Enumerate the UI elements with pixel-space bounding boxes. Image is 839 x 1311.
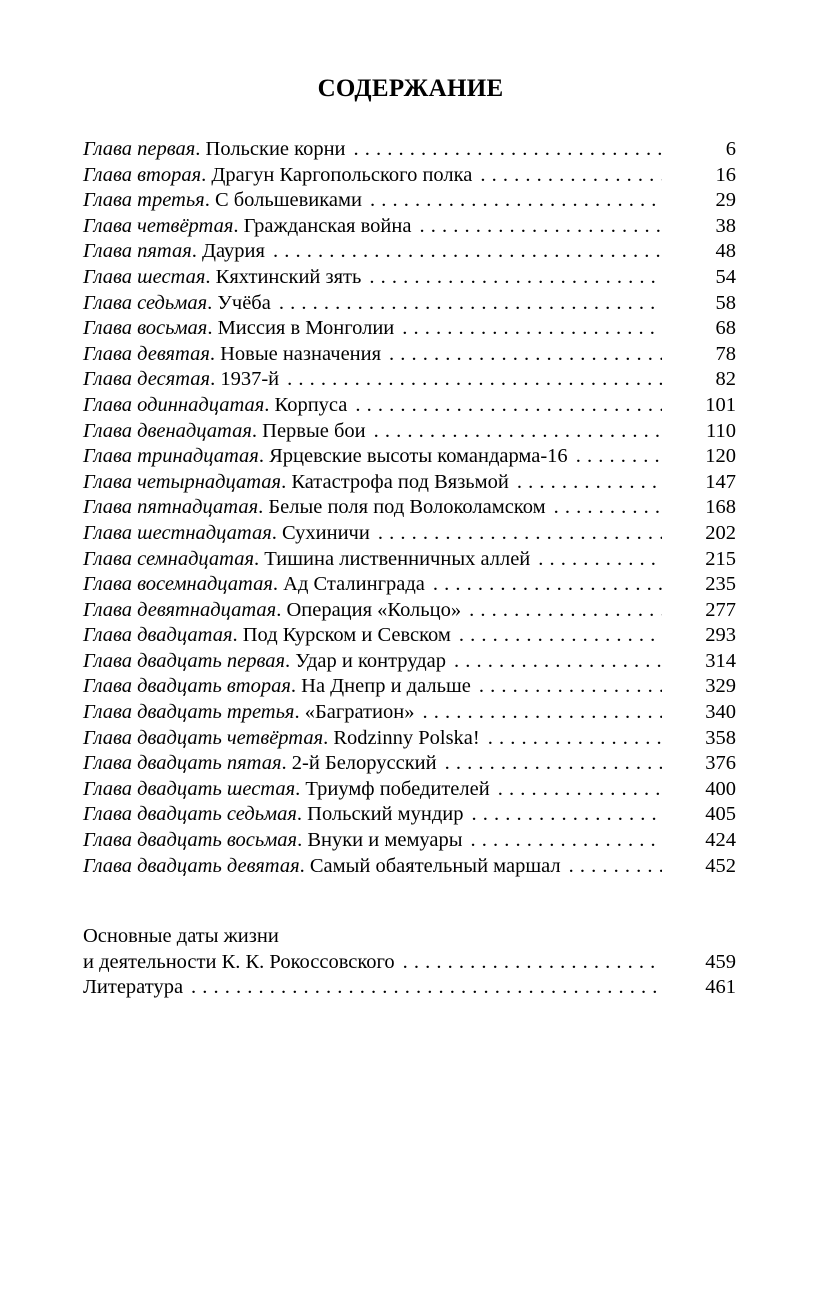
dot-leader xyxy=(498,777,662,803)
page-number: 329 xyxy=(705,675,736,698)
toc-entry[interactable] xyxy=(83,674,736,700)
toc-entry[interactable] xyxy=(83,700,736,726)
dot-leader xyxy=(370,188,662,214)
dot-leader xyxy=(480,163,662,189)
toc-entry[interactable] xyxy=(83,163,736,189)
chapter-prefix: Глава двадцатая xyxy=(83,624,233,647)
page-number: 235 xyxy=(705,573,736,596)
chapter-prefix: Глава двадцать вторая xyxy=(83,675,291,698)
chapter-prefix: Глава двенадцатая xyxy=(83,419,252,442)
page-number: 215 xyxy=(705,547,736,570)
page-number: 405 xyxy=(705,803,736,826)
chapter-label: Глава двадцать пятая. 2-й Белорусский xyxy=(83,752,437,775)
chapter-name: «Багратион» xyxy=(304,701,415,724)
toc-entry[interactable] xyxy=(83,239,736,265)
dot-leader xyxy=(419,214,662,240)
dot-leader xyxy=(479,674,662,700)
page-number: 461 xyxy=(705,976,736,999)
chapter-label: Глава десятая. 1937-й xyxy=(83,368,280,391)
toc-entry[interactable] xyxy=(83,802,736,828)
toc-entry[interactable] xyxy=(83,547,736,573)
toc-entry[interactable] xyxy=(83,726,736,752)
chapter-prefix: Глава двадцать четвёртая xyxy=(83,726,324,749)
page-number: 120 xyxy=(705,445,736,468)
toc-entry[interactable] xyxy=(83,316,736,342)
dot-leader xyxy=(488,726,662,752)
chapter-name: Самый обаятельный маршал xyxy=(309,854,561,877)
table-of-contents xyxy=(83,137,736,1001)
chapter-prefix: Глава двадцать шестая xyxy=(83,777,296,800)
chapter-label: Глава четвёртая. Гражданская война xyxy=(83,214,412,237)
chapter-name: Польские корни xyxy=(205,138,346,160)
chapter-name: Учёба xyxy=(217,291,271,314)
page-number: 82 xyxy=(715,368,736,391)
chapter-prefix: Глава четырнадцатая xyxy=(83,470,282,493)
chapter-name: Польский мундир xyxy=(307,803,464,826)
toc-entry[interactable] xyxy=(83,854,736,880)
toc-entry[interactable] xyxy=(83,598,736,624)
chapter-prefix: Глава девятая xyxy=(83,342,210,365)
chapter-label: Глава двадцатая. Под Курском и Севском xyxy=(83,624,451,647)
chapter-name: Тишина лиственничных аллей xyxy=(264,547,531,570)
dot-leader xyxy=(569,854,662,880)
appendix-dates-line1 xyxy=(83,924,736,950)
chapter-prefix: Глава двадцать девятая xyxy=(83,854,300,877)
chapter-prefix: Глава десятая xyxy=(83,368,211,391)
appendix-dates-title: Основные даты жизни xyxy=(83,925,279,948)
dot-leader xyxy=(422,700,662,726)
chapter-prefix: Глава восемнадцатая xyxy=(83,573,273,596)
chapter-label: Глава пятнадцатая. Белые поля под Волоколамском xyxy=(83,496,546,519)
dot-leader xyxy=(445,751,662,777)
chapter-name: Rodzinny Polska! xyxy=(333,726,480,749)
page-title: СОДЕРЖАНИЕ xyxy=(317,75,504,102)
dot-leader xyxy=(454,649,662,675)
page-number: 16 xyxy=(715,163,736,186)
chapter-prefix: Глава двадцать восьмая xyxy=(83,829,298,852)
section-gap xyxy=(83,879,736,924)
chapter-prefix: Глава одиннадцатая xyxy=(83,393,265,416)
toc-entry[interactable] xyxy=(83,521,736,547)
dot-leader xyxy=(287,367,662,393)
page-number: 277 xyxy=(705,598,736,621)
chapter-name: Драгун Каргопольского полка xyxy=(211,163,473,186)
chapter-label: Глава двадцать вторая. На Днепр и дальше xyxy=(83,675,471,698)
chapter-label: Глава двадцать девятая. Самый обаятельный маршал xyxy=(83,854,561,877)
chapter-name: Триумф победителей xyxy=(305,777,490,800)
chapter-prefix: Глава семнадцатая xyxy=(83,547,255,570)
chapter-label: Глава третья. С большевиками xyxy=(83,189,362,212)
chapter-name: На Днепр и дальше xyxy=(301,675,471,698)
dot-leader xyxy=(471,828,662,854)
chapter-label: Глава девятая. Новые назначения xyxy=(83,342,382,365)
page-number: 376 xyxy=(705,752,736,775)
chapter-name: С большевиками xyxy=(214,189,362,212)
dot-leader xyxy=(369,265,662,291)
dot-leader xyxy=(389,342,662,368)
page-number: 452 xyxy=(705,854,736,877)
dot-leader xyxy=(402,316,662,342)
dot-leader xyxy=(355,393,662,419)
chapter-prefix: Глава двадцать пятая xyxy=(83,752,282,775)
appendix-dates-entry[interactable] xyxy=(83,950,736,976)
chapter-name: Катастрофа под Вязьмой xyxy=(291,470,509,493)
dot-leader xyxy=(374,419,662,445)
chapter-name: Первые бои xyxy=(262,419,366,442)
page-number: 168 xyxy=(705,496,736,519)
toc-entry[interactable] xyxy=(83,342,736,368)
dot-leader xyxy=(471,802,662,828)
chapter-label: Глава пятая. Даурия xyxy=(83,240,265,263)
toc-entry[interactable] xyxy=(83,393,736,419)
toc-entry[interactable] xyxy=(83,419,736,445)
chapter-name: Удар и контрудар xyxy=(295,649,447,672)
toc-entry[interactable] xyxy=(83,444,736,470)
toc-entry[interactable] xyxy=(83,188,736,214)
page-number: 293 xyxy=(705,624,736,647)
toc-entry[interactable] xyxy=(83,214,736,240)
chapter-prefix: Глава вторая xyxy=(83,163,202,186)
chapter-name: Новые назначения xyxy=(220,342,382,365)
toc-entry[interactable] xyxy=(83,137,736,163)
toc-entry[interactable] xyxy=(83,291,736,317)
chapter-name: Внуки и мемуары xyxy=(307,829,463,852)
page-number: 58 xyxy=(715,291,736,314)
chapter-name: Кяхтинский зять xyxy=(215,265,362,288)
chapter-prefix: Глава шестнадцатая xyxy=(83,521,272,544)
chapter-prefix: Глава двадцать третья xyxy=(83,701,295,724)
dot-leader xyxy=(279,291,662,317)
page-number: 358 xyxy=(705,726,736,749)
chapter-label: Глава шестнадцатая. Сухиничи xyxy=(83,521,370,544)
chapter-label: Глава двадцать восьмая. Внуки и мемуары xyxy=(83,829,463,852)
toc-entry[interactable] xyxy=(83,649,736,675)
appendix-literature-entry[interactable] xyxy=(83,975,736,1001)
page-number: 54 xyxy=(715,265,736,288)
dot-leader xyxy=(403,950,662,976)
chapter-prefix: Глава тринадцатая xyxy=(83,445,259,468)
dot-leader xyxy=(378,521,662,547)
chapter-label: Глава шестая. Кяхтинский зять xyxy=(83,265,362,288)
chapter-prefix: Глава двадцать первая xyxy=(83,649,286,672)
page-number: 340 xyxy=(705,701,736,724)
toc-entry[interactable] xyxy=(83,828,736,854)
chapter-label: Глава двадцать четвёртая. Rodzinny Polska! xyxy=(83,726,480,749)
page-number: 424 xyxy=(705,829,736,852)
toc-entry[interactable] xyxy=(83,265,736,291)
chapter-label: Глава двадцать седьмая. Польский мундир xyxy=(83,803,464,826)
chapter-name: Белые поля под Волоколамском xyxy=(268,496,546,519)
page-number: 48 xyxy=(715,240,736,263)
toc-entry[interactable] xyxy=(83,367,736,393)
dot-leader xyxy=(554,495,662,521)
dot-leader xyxy=(538,547,662,573)
dot-leader xyxy=(517,470,662,496)
chapter-label: Глава тринадцатая. Ярцевские высоты командарма-16 xyxy=(83,445,568,468)
page-number: 400 xyxy=(705,777,736,800)
chapter-label: Глава двадцать первая. Удар и контрудар xyxy=(83,649,447,672)
chapter-label: Глава девятнадцатая. Операция «Кольцо» xyxy=(83,598,462,621)
dot-leader xyxy=(576,444,662,470)
chapter-name: 2-й Белорусский xyxy=(291,752,437,775)
chapter-name: Гражданская война xyxy=(243,214,412,237)
chapter-prefix: Глава двадцать седьмая xyxy=(83,803,297,826)
chapter-label: Глава семнадцатая. Тишина лиственничных аллей xyxy=(83,547,531,570)
chapter-prefix: Глава пятнадцатая xyxy=(83,496,259,519)
dot-leader xyxy=(433,572,662,598)
page-number: 101 xyxy=(705,393,736,416)
appendix-dates-label: и деятельности К. К. Рокоссовского xyxy=(83,950,395,973)
toc-entry[interactable] xyxy=(83,495,736,521)
page-number: 314 xyxy=(705,649,736,672)
page-number: 147 xyxy=(705,470,736,493)
chapter-name: Миссия в Монголии xyxy=(217,317,395,340)
chapter-name: Ад Сталинграда xyxy=(283,573,425,596)
chapter-prefix: Глава третья xyxy=(83,189,205,212)
chapter-name: Корпуса xyxy=(274,393,348,416)
chapter-prefix: Глава восьмая xyxy=(83,317,208,340)
toc-entry[interactable] xyxy=(83,623,736,649)
chapter-label: Глава восьмая. Миссия в Монголии xyxy=(83,317,395,340)
dot-leader xyxy=(191,975,662,1001)
dot-leader xyxy=(459,623,662,649)
page-number: 110 xyxy=(706,419,736,442)
chapter-prefix: Глава пятая xyxy=(83,240,192,263)
toc-entry[interactable] xyxy=(83,777,736,803)
chapter-label: Глава первая. Польские корни xyxy=(83,138,346,160)
chapter-prefix: Глава шестая xyxy=(83,265,206,288)
literature-label: Литература xyxy=(83,976,184,999)
chapter-label: Глава одиннадцатая. Корпуса xyxy=(83,393,348,416)
page-number: 78 xyxy=(715,342,736,365)
chapter-prefix: Глава четвёртая xyxy=(83,214,234,237)
page-number: 29 xyxy=(715,189,736,212)
chapter-name: Сухиничи xyxy=(281,521,370,544)
toc-entry[interactable] xyxy=(83,751,736,777)
dot-leader xyxy=(273,239,662,265)
chapter-label: Глава двадцать шестая. Триумф победителей xyxy=(83,777,490,800)
chapter-label: Глава двенадцатая. Первые бои xyxy=(83,419,366,442)
toc-entry[interactable] xyxy=(83,470,736,496)
dot-leader xyxy=(469,598,662,624)
chapter-label: Глава четырнадцатая. Катастрофа под Вязьмой xyxy=(83,470,509,493)
page-number: 202 xyxy=(705,521,736,544)
page-number: 459 xyxy=(705,950,736,973)
dot-leader xyxy=(354,137,662,163)
chapter-name: Операция «Кольцо» xyxy=(286,598,462,621)
chapter-label: Глава седьмая. Учёба xyxy=(83,291,271,314)
chapter-name: Под Курском и Севском xyxy=(242,624,451,647)
chapter-prefix: Глава девятнадцатая xyxy=(83,598,277,621)
chapter-name: Даурия xyxy=(202,240,265,263)
page-number: 68 xyxy=(715,317,736,340)
chapter-list xyxy=(83,137,736,879)
toc-entry[interactable] xyxy=(83,572,736,598)
chapter-prefix: Глава седьмая xyxy=(83,291,208,314)
page-number: 38 xyxy=(715,214,736,237)
chapter-label: Глава двадцать третья. «Багратион» xyxy=(83,701,415,724)
chapter-name: 1937-й xyxy=(220,368,280,391)
chapter-label: Глава вторая. Драгун Каргопольского полка xyxy=(83,163,473,186)
page-number: 6 xyxy=(725,138,736,160)
chapter-label: Глава восемнадцатая. Ад Сталинграда xyxy=(83,573,425,596)
chapter-prefix: Глава первая xyxy=(83,138,196,160)
chapter-name: Ярцевские высоты командарма-16 xyxy=(269,445,568,468)
